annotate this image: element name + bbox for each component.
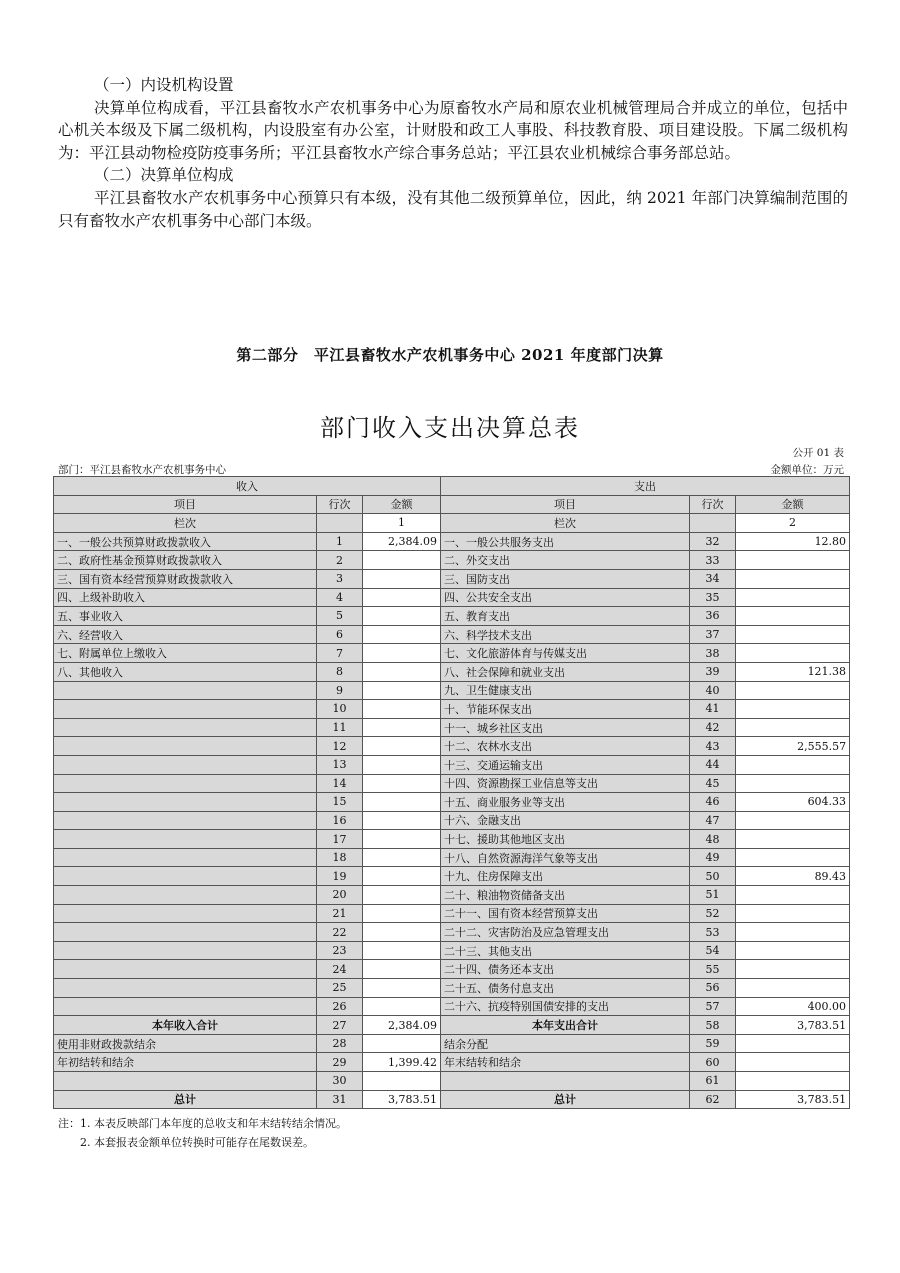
income-expense-table: [53, 476, 850, 1109]
table-row: [54, 848, 850, 867]
heading-internal-structure: （一）内设机构设置: [94, 76, 234, 94]
expense-amount: [736, 886, 850, 905]
table-row: [54, 662, 850, 681]
table-row: [54, 1072, 850, 1091]
expense-amount: [736, 848, 850, 867]
expense-item: 十六、金融支出: [441, 811, 690, 830]
expense-row-number: 58: [690, 1016, 736, 1035]
income-item: 七、附属单位上缴收入: [54, 644, 317, 663]
income-amount: [363, 774, 441, 793]
col-label-blank-left: [317, 514, 363, 533]
income-row-number: 20: [317, 886, 363, 905]
expense-item: 十四、资源勘探工业信息等支出: [441, 774, 690, 793]
expense-amount: [736, 588, 850, 607]
expense-row-number: 33: [690, 551, 736, 570]
expense-amount: [736, 755, 850, 774]
expense-item: 二十、粮油物资储备支出: [441, 886, 690, 905]
expense-amount: [736, 551, 850, 570]
col-index-1: 1: [363, 514, 441, 533]
income-item: [54, 681, 317, 700]
income-amount: [363, 681, 441, 700]
income-amount: [363, 867, 441, 886]
expense-amount: [736, 1053, 850, 1072]
expense-row-number: 51: [690, 886, 736, 905]
expense-row-number: 32: [690, 532, 736, 551]
income-item: [54, 737, 317, 756]
expense-row-number: 49: [690, 848, 736, 867]
expense-item: 八、社会保障和就业支出: [441, 662, 690, 681]
expense-item: 十一、城乡社区支出: [441, 718, 690, 737]
income-amount: [363, 923, 441, 942]
expense-row-number: 47: [690, 811, 736, 830]
table-row: [54, 830, 850, 849]
expense-item: 二十四、债务还本支出: [441, 960, 690, 979]
table-row: [54, 588, 850, 607]
expense-amount: 3,783.51: [736, 1090, 850, 1109]
income-item: [54, 1072, 317, 1091]
income-amount: [363, 848, 441, 867]
expense-row-number: 39: [690, 662, 736, 681]
expense-item: 六、科学技术支出: [441, 625, 690, 644]
col-amount-left: 金额: [363, 495, 441, 514]
income-item: [54, 886, 317, 905]
total-row: [54, 1090, 850, 1109]
income-amount: [363, 886, 441, 905]
income-row-number: 6: [317, 625, 363, 644]
expense-amount: 400.00: [736, 997, 850, 1016]
income-row-number: 19: [317, 867, 363, 886]
expense-item: 十九、住房保障支出: [441, 867, 690, 886]
income-item: 八、其他收入: [54, 662, 317, 681]
income-amount: [363, 904, 441, 923]
expense-item: 一、一般公共服务支出: [441, 532, 690, 551]
col-label-right: 栏次: [441, 514, 690, 533]
note-2: 2. 本套报表金额单位转换时可能存在尾数误差。: [80, 1136, 314, 1149]
expense-amount: 12.80: [736, 532, 850, 551]
expense-amount: 3,783.51: [736, 1016, 850, 1035]
expense-amount: [736, 904, 850, 923]
income-item: [54, 979, 317, 998]
col-amount-right: 金额: [736, 495, 850, 514]
expense-amount: [736, 569, 850, 588]
income-item: [54, 867, 317, 886]
col-item-right: 项目: [441, 495, 690, 514]
income-item: [54, 960, 317, 979]
expense-row-number: 55: [690, 960, 736, 979]
income-amount: [363, 588, 441, 607]
col-item-left: 项目: [54, 495, 317, 514]
header-row-columns: [54, 495, 850, 514]
col-index-2: 2: [736, 514, 850, 533]
table-row: [54, 1034, 850, 1053]
expense-amount: 121.38: [736, 662, 850, 681]
expense-item: 二十三、其他支出: [441, 941, 690, 960]
income-row-number: 1: [317, 532, 363, 551]
income-row-number: 24: [317, 960, 363, 979]
expense-item: 七、文化旅游体育与传媒支出: [441, 644, 690, 663]
income-row-number: 16: [317, 811, 363, 830]
expense-row-number: 53: [690, 923, 736, 942]
income-row-number: 3: [317, 569, 363, 588]
expense-amount: [736, 1034, 850, 1053]
income-row-number: 25: [317, 979, 363, 998]
table-row: [54, 700, 850, 719]
table-row: [54, 755, 850, 774]
expense-amount: [736, 960, 850, 979]
expense-amount: [736, 625, 850, 644]
table-row: [54, 774, 850, 793]
income-amount: 1,399.42: [363, 1053, 441, 1072]
table-body: [54, 477, 850, 1109]
expense-row-number: 34: [690, 569, 736, 588]
expense-row-number: 42: [690, 718, 736, 737]
expense-amount: [736, 700, 850, 719]
income-item: 总计: [54, 1090, 317, 1109]
income-amount: [363, 718, 441, 737]
expense-amount: 2,555.57: [736, 737, 850, 756]
expense-amount: [736, 830, 850, 849]
expense-row-number: 46: [690, 793, 736, 812]
expense-item: 十八、自然资源海洋气象等支出: [441, 848, 690, 867]
expense-row-number: 40: [690, 681, 736, 700]
amount-unit-label: 金额单位：万元: [770, 464, 844, 476]
table-row: [54, 551, 850, 570]
table-row: [54, 681, 850, 700]
expense-amount: [736, 607, 850, 626]
income-item: 一、一般公共预算财政拨款收入: [54, 532, 317, 551]
income-amount: [363, 551, 441, 570]
income-item: 本年收入合计: [54, 1016, 317, 1035]
expense-item: 结余分配: [441, 1034, 690, 1053]
income-item: [54, 941, 317, 960]
expense-row-number: 57: [690, 997, 736, 1016]
income-amount: [363, 1034, 441, 1053]
table-row: [54, 644, 850, 663]
income-amount: [363, 569, 441, 588]
table-row: [54, 867, 850, 886]
expense-row-number: 54: [690, 941, 736, 960]
income-item: 年初结转和结余: [54, 1053, 317, 1072]
income-item: [54, 811, 317, 830]
income-row-number: 21: [317, 904, 363, 923]
income-row-number: 31: [317, 1090, 363, 1109]
expense-item: 四、公共安全支出: [441, 588, 690, 607]
income-item: [54, 997, 317, 1016]
expense-item: 二十六、抗疫特别国债安排的支出: [441, 997, 690, 1016]
header-row-colindex: [54, 514, 850, 533]
income-header: 收入: [54, 477, 441, 496]
form-number: 公开 01 表: [792, 447, 844, 459]
income-row-number: 15: [317, 793, 363, 812]
income-amount: [363, 960, 441, 979]
expense-item: 本年支出合计: [441, 1016, 690, 1035]
income-amount: [363, 700, 441, 719]
expense-amount: [736, 941, 850, 960]
income-amount: [363, 830, 441, 849]
expense-item: 总计: [441, 1090, 690, 1109]
income-amount: [363, 662, 441, 681]
table-row: [54, 737, 850, 756]
expense-header: 支出: [441, 477, 850, 496]
department-label: 部门：平江县畜牧水产农机事务中心: [58, 464, 226, 476]
expense-item: 十五、商业服务业等支出: [441, 793, 690, 812]
table-row: [54, 904, 850, 923]
table-row: [54, 1053, 850, 1072]
income-row-number: 27: [317, 1016, 363, 1035]
expense-amount: [736, 774, 850, 793]
expense-row-number: 43: [690, 737, 736, 756]
income-row-number: 28: [317, 1034, 363, 1053]
income-item: [54, 700, 317, 719]
income-item: [54, 793, 317, 812]
col-label-left: 栏次: [54, 514, 317, 533]
table-row: [54, 569, 850, 588]
income-amount: [363, 941, 441, 960]
col-rowno-right: 行次: [690, 495, 736, 514]
note-1: 注：1. 本表反映部门本年度的总收支和年末结转结余情况。: [58, 1117, 347, 1130]
table-title: 部门收入支出决算总表: [320, 414, 580, 442]
income-row-number: 7: [317, 644, 363, 663]
expense-row-number: 37: [690, 625, 736, 644]
expense-row-number: 52: [690, 904, 736, 923]
income-item: 使用非财政拨款结余: [54, 1034, 317, 1053]
expense-item: 九、卫生健康支出: [441, 681, 690, 700]
expense-row-number: 48: [690, 830, 736, 849]
expense-row-number: 36: [690, 607, 736, 626]
expense-row-number: 38: [690, 644, 736, 663]
income-amount: [363, 737, 441, 756]
expense-item: 二、外交支出: [441, 551, 690, 570]
expense-item: 三、国防支出: [441, 569, 690, 588]
expense-row-number: 50: [690, 867, 736, 886]
total-row: [54, 1016, 850, 1035]
income-row-number: 4: [317, 588, 363, 607]
expense-item: [441, 1072, 690, 1091]
expense-item: 十三、交通运输支出: [441, 755, 690, 774]
table-row: [54, 941, 850, 960]
income-row-number: 9: [317, 681, 363, 700]
table-row: [54, 793, 850, 812]
expense-item: 二十一、国有资本经营预算支出: [441, 904, 690, 923]
income-row-number: 18: [317, 848, 363, 867]
income-item: 四、上级补助收入: [54, 588, 317, 607]
expense-amount: 604.33: [736, 793, 850, 812]
income-row-number: 13: [317, 755, 363, 774]
expense-row-number: 60: [690, 1053, 736, 1072]
income-amount: 3,783.51: [363, 1090, 441, 1109]
income-item: [54, 774, 317, 793]
income-item: [54, 904, 317, 923]
expense-amount: [736, 718, 850, 737]
income-amount: [363, 979, 441, 998]
paragraph-structure: 决算单位构成看，平江县畜牧水产农机事务中心为原畜牧水产局和原农业机械管理局合并成立的单位，包括中心机关本级及下属二级机构，内设股室有办公室，计财股和政工人事股、科技教育股、项目建设股。下属二级机构为：平江县动物检疫防疫事务所；平江县畜牧水产综合事务总站；平江县农业机械综合事务部总站。: [58, 98, 848, 162]
income-item: 三、国有资本经营预算财政拨款收入: [54, 569, 317, 588]
income-row-number: 29: [317, 1053, 363, 1072]
income-row-number: 12: [317, 737, 363, 756]
income-item: [54, 755, 317, 774]
income-amount: [363, 811, 441, 830]
expense-amount: 89.43: [736, 867, 850, 886]
expense-row-number: 61: [690, 1072, 736, 1091]
col-label-blank-right: [690, 514, 736, 533]
part-title: 第二部分 平江县畜牧水产农机事务中心 2021 年度部门决算: [236, 346, 664, 364]
income-item: [54, 718, 317, 737]
expense-item: 十二、农林水支出: [441, 737, 690, 756]
expense-item: 五、教育支出: [441, 607, 690, 626]
expense-amount: [736, 1072, 850, 1091]
table-row: [54, 960, 850, 979]
income-row-number: 11: [317, 718, 363, 737]
income-amount: [363, 607, 441, 626]
col-rowno-left: 行次: [317, 495, 363, 514]
income-amount: 2,384.09: [363, 1016, 441, 1035]
table-row: [54, 997, 850, 1016]
income-row-number: 5: [317, 607, 363, 626]
expense-item: 二十二、灾害防治及应急管理支出: [441, 923, 690, 942]
table-row: [54, 923, 850, 942]
expense-item: 十七、援助其他地区支出: [441, 830, 690, 849]
income-amount: 2,384.09: [363, 532, 441, 551]
income-amount: [363, 625, 441, 644]
table-row: [54, 532, 850, 551]
expense-item: 十、节能环保支出: [441, 700, 690, 719]
table-row: [54, 607, 850, 626]
income-item: 五、事业收入: [54, 607, 317, 626]
income-row-number: 23: [317, 941, 363, 960]
income-item: 六、经营收入: [54, 625, 317, 644]
expense-amount: [736, 681, 850, 700]
expense-amount: [736, 979, 850, 998]
table-row: [54, 811, 850, 830]
income-row-number: 22: [317, 923, 363, 942]
income-row-number: 8: [317, 662, 363, 681]
expense-item: 二十五、债务付息支出: [441, 979, 690, 998]
expense-row-number: 41: [690, 700, 736, 719]
heading-budget-units: （二）决算单位构成: [94, 166, 234, 185]
income-row-number: 26: [317, 997, 363, 1016]
income-amount: [363, 1072, 441, 1091]
table-row: [54, 886, 850, 905]
income-amount: [363, 644, 441, 663]
header-row-sections: [54, 477, 850, 496]
income-item: [54, 848, 317, 867]
intro-section: [58, 74, 848, 232]
income-amount: [363, 997, 441, 1016]
expense-row-number: 56: [690, 979, 736, 998]
table-notes: [58, 1114, 347, 1152]
income-item: 二、政府性基金预算财政拨款收入: [54, 551, 317, 570]
expense-row-number: 62: [690, 1090, 736, 1109]
expense-amount: [736, 923, 850, 942]
expense-item: 年末结转和结余: [441, 1053, 690, 1072]
expense-row-number: 44: [690, 755, 736, 774]
expense-amount: [736, 644, 850, 663]
income-row-number: 10: [317, 700, 363, 719]
table-row: [54, 625, 850, 644]
income-row-number: 17: [317, 830, 363, 849]
table-row: [54, 718, 850, 737]
expense-row-number: 59: [690, 1034, 736, 1053]
income-amount: [363, 755, 441, 774]
income-item: [54, 830, 317, 849]
expense-row-number: 45: [690, 774, 736, 793]
expense-row-number: 35: [690, 588, 736, 607]
income-item: [54, 923, 317, 942]
income-amount: [363, 793, 441, 812]
paragraph-budget-units: 平江县畜牧水产农机事务中心预算只有本级，没有其他二级预算单位，因此，纳 2021 年部门决算编制范围的只有畜牧水产农机事务中心部门本级。: [58, 188, 848, 230]
table-row: [54, 979, 850, 998]
expense-amount: [736, 811, 850, 830]
income-row-number: 14: [317, 774, 363, 793]
income-row-number: 30: [317, 1072, 363, 1091]
income-row-number: 2: [317, 551, 363, 570]
